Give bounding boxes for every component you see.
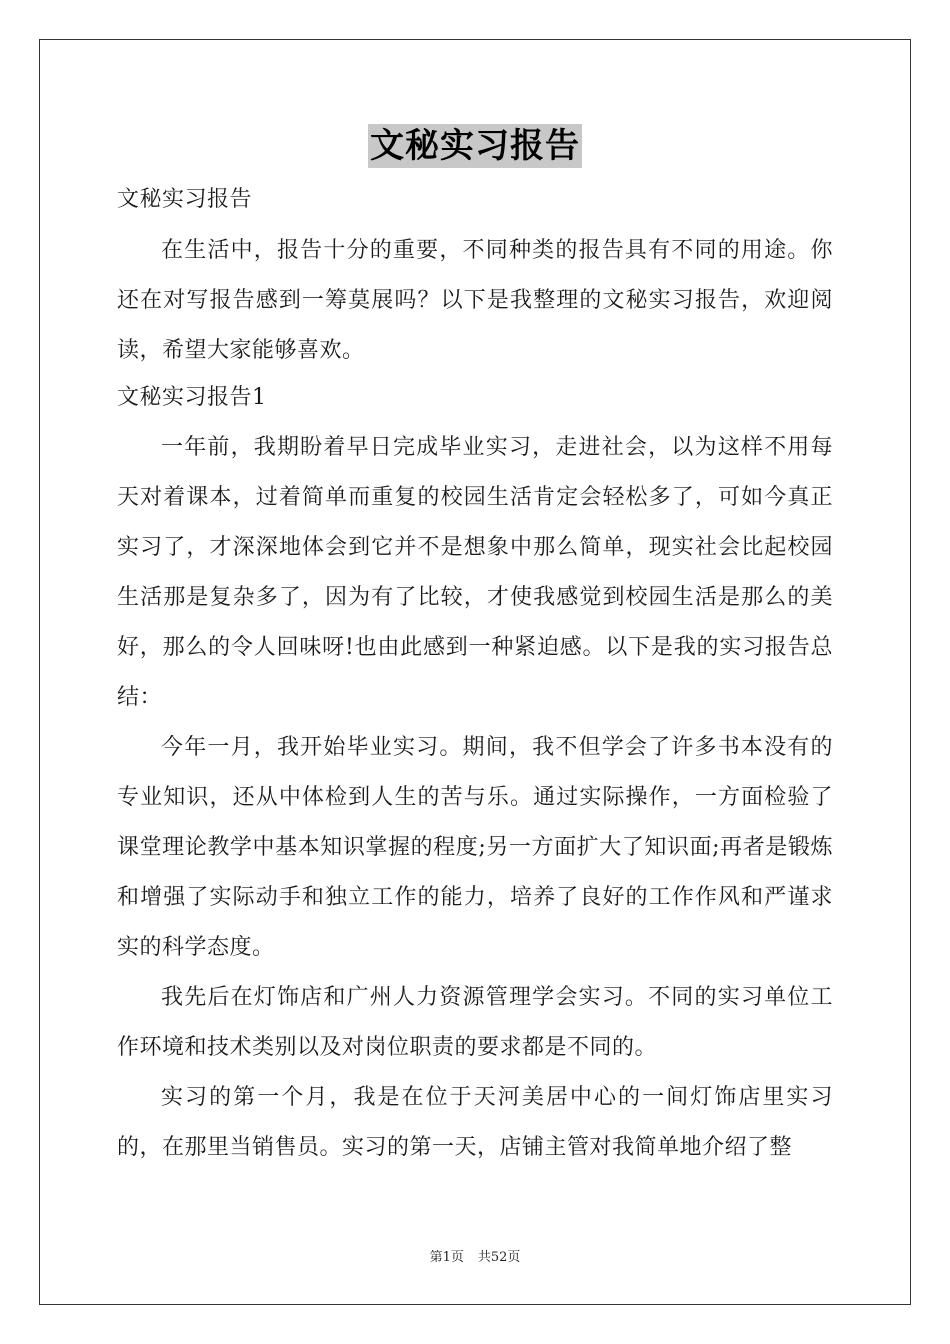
page-total: 共52页 — [477, 1250, 521, 1265]
body-paragraph-3: 我先后在灯饰店和广州人力资源管理学会实习。不同的实习单位工作环境和技术类别以及对岗位职责的要求都是不同的。 — [117, 985, 833, 1060]
page-footer — [0, 1246, 950, 1265]
intro-paragraph: 在生活中，报告十分的重要，不同种类的报告具有不同的用途。你还在对写报告感到一筹莫展吗？以下是我整理的文秘实习报告，欢迎阅读，希望大家能够喜欢。 — [117, 238, 833, 363]
page-number: 第1页 — [429, 1250, 464, 1265]
document-subtitle: 文秘实习报告 — [117, 187, 253, 212]
document-body — [117, 178, 833, 1173]
body-paragraph-2: 今年一月，我开始毕业实习。期间，我不但学会了许多书本没有的专业知识，还从中体检到人生的苦与乐。通过实际操作，一方面检验了课堂理论教学中基本知识掌握的程度;另一方面扩大了知识面;再者是锻炼和增强了实际动手和独立工作的能力，培养了良好的工作作风和严谨求实的科学态度。 — [117, 735, 833, 960]
title-container — [0, 124, 950, 168]
section-heading: 文秘实习报告1 — [117, 385, 267, 410]
body-paragraph-1: 一年前，我期盼着早日完成毕业实习，走进社会，以为这样不用每天对着课本，过着简单而重复的校园生活肯定会轻松多了，可如今真正实习了，才深深地体会到它并不是想象中那么简单，现实社会比起校园生活那是复杂多了，因为有了比较，才使我感觉到校园生活是那么的美好，那么的令人回味呀!也由此感到一种紧迫感。以下是我的实习报告总结： — [117, 435, 833, 710]
body-paragraph-4: 实习的第一个月，我是在位于天河美居中心的一间灯饰店里实习的，在那里当销售员。实习的第一天，店铺主管对我简单地介绍了整 — [117, 1085, 833, 1160]
document-title: 文秘实习报告 — [370, 126, 580, 166]
